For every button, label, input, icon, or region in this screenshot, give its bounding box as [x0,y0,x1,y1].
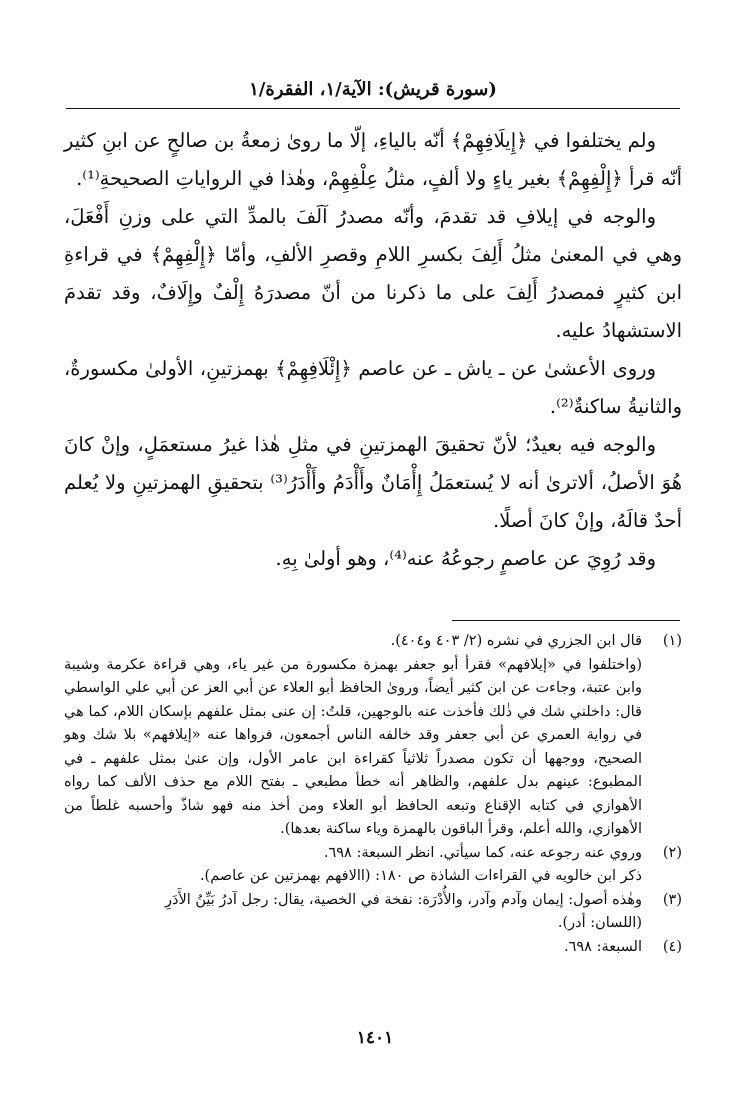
footnote-number: (٢) [662,844,682,861]
paragraph-3: وروى الأعشىٰ عن ـ ياش ـ عن عاصم ﴿إِئْلَافِهِمْ﴾ بهمزتينِ، الأولىٰ مكسورةٌ، والثانيةُ ساكنةٌ⁽²⁾. [64,357,682,418]
paragraph-4: والوجه فيه بعيدٌ؛ لأنّ تحقيقَ الهمزتينِ في مثلِ هٰذا غيرُ مستعمَلٍ، وإنْ كانَ هُوَ الأصلُ، ألاترىٰ أنه لا يُستعمَلُ إِأْمَانٌ وأَأْدَمُ وأَأْدَرُ⁽³⁾ بتحقيقِ الهمزتينِ ولا يُعلم أحدٌ قالَهُ، وإنْ كانَ أصلًا. [64,433,682,532]
paragraph-2: والوجه في إيلافِ قد تقدمَ، وأنّه مصدرُ آلَفَ بالمدِّ التي على وزنِ أَفْعَلَ، وهي في المعنىٰ مثلُ أَلِفَ بكسرِ اللامِ وقصرِ الألفِ، وأمّا ﴿إِلْفِهِمْ﴾ في قراءةِ ابن كثيرٍ فمصدرُ أَلِفَ على ما ذكرنا من أنّ مصدرَهُ إِلْفٌ وإِلَافٌ، وقد تقدمَ الاستشهادُ عليه. [64,205,682,342]
paragraph-1: ولم يختلفوا في ﴿إِيلَافِهِمْ﴾ أنّه بالياءِ، إلّا ما روىٰ زمعةُ بن صالحٍ عن ابنِ كثير أنّه قرأ ﴿إِلْفِهِمْ﴾ بغير ياءٍ ولا ألفٍ، مثلُ عِلْفِهِمْ، وهٰذا في الرواياتِ الصحيحةِ⁽¹⁾. [64,129,682,190]
main-text [64,122,682,578]
footnote-number: (٣) [662,891,682,908]
footnote-quote: (واختلفوا في «إيلافهم» فقرأ أبو جعفر بهمزة مكسورة من غير ياء، وهي قراءة عكرمة وشيبة وابن عتبة، وجاءت عن ابن كثير أيضاً، وروىٰ الحافظ أبو العلاء عن أبي العز عن أبي علي الواسطي قال: داخلني شك في ذٰلك فأخذت عنه بالوجهين، قلتُ: إن عنى بمثل علفهم بإسكان اللام، كما هي في رواية العمري عن أبي جعفر وقد خالفه الناس أجمعون، فرواها عنه «إيلافهم» بلا شك وهو الصحيح، ووجهها أن تكون مصدراً ثلاثياً كقراءة ابن عامر الأول، وإن عنىٰ بمثل علفهم ـ في المطبوع: عينهم بدل علفهم، والظاهر أنه خطأ مطبعي ـ بفتح اللام مع حذف الألف كما رواه الأهوازي في كتابه الإقناع وتبعه الحافظ أبو العلاء ومن أخذ منه فهو شاذّ وأحسبه غلطاً من الأهوازي، والله أعلم، وقرأ الباقون بالهمزة وياء ساكنة بعدها). [64,656,642,837]
footnote-3 [64,889,682,913]
footnote-text: وهٰذه أصول: إيمان وآدم وآدر، والأُدْرَة: نفخة في الخصية، يقال: رجل آدرُ بَيِّنُ الأَدَرِ [165,891,642,908]
footnote-continuation: (اللسان: أدر). [557,915,642,931]
paragraph-5: وقد رُوِيَ عن عاصمٍ رجوعُهُ عنه⁽⁴⁾، وهو أولىٰ بِهِ. [275,547,656,570]
footnotes [64,630,682,959]
footnote-number: (٤) [662,938,682,955]
footnote-text: وروي عنه رجوعه عنه، كما سيأتي. انظر السبعة: ٦٩٨. [323,844,642,861]
footnote-1 [64,630,682,654]
footnote-text: قال ابن الجزري في نشره (٢/ ٤٠٣ و٤٠٤). [390,633,642,649]
footnote-number: (١) [662,633,682,649]
page-number: ١٤٠١ [356,1028,394,1048]
footnote-text: السبعة: ٦٩٨. [563,938,642,955]
footnote-4 [64,936,682,960]
footnote-continuation: ذكر ابن خالويه في القراءات الشاذة ص ١٨٠: (االافهم بهمزتين عن عاصم). [199,868,642,884]
footnote-separator [452,620,680,621]
header-rule [66,108,680,109]
running-header: (سورة قريش): الآية/١، الفقرة/١ [249,79,497,100]
footnote-2 [64,842,682,866]
